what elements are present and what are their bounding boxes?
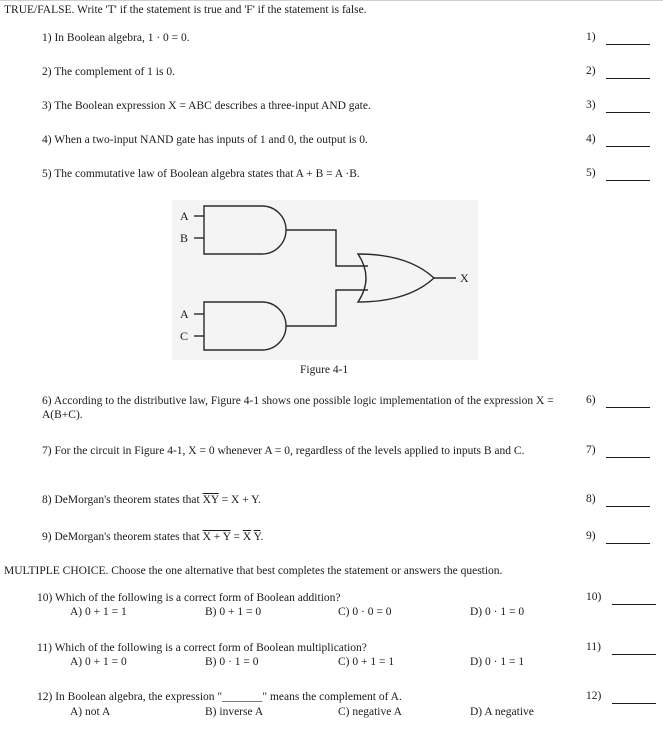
answer-number-8: 8) [586, 493, 596, 505]
label-input-c: C [180, 329, 189, 343]
question-9-equals: = [230, 531, 243, 543]
figure-4-1-circuit [172, 200, 478, 360]
question-2: 2) The complement of 1 is 0. [42, 66, 175, 78]
q10-option-b[interactable]: B) 0 + 1 = 0 [205, 606, 262, 618]
q12-option-d[interactable]: D) A negative [470, 706, 534, 718]
top-rule [0, 0, 663, 1]
answer-blank-4[interactable] [606, 146, 650, 147]
question-9-overline-x: $\overline{X}$ [242, 531, 252, 543]
q12-option-c[interactable]: C) negative A [338, 706, 402, 718]
answer-blank-1[interactable] [606, 44, 650, 45]
answer-number-10: 10) [586, 591, 602, 603]
q10-option-a[interactable]: A) 0 + 1 = 1 [70, 606, 127, 618]
q12-option-b[interactable]: B) inverse A [205, 706, 264, 718]
answer-blank-10[interactable] [612, 604, 656, 605]
q11-option-b[interactable]: B) 0 · 1 = 0 [205, 656, 259, 668]
answer-blank-9[interactable] [606, 543, 650, 544]
answer-number-7: 7) [586, 444, 596, 456]
answer-number-12: 12) [586, 690, 602, 702]
answer-blank-6[interactable] [606, 407, 650, 408]
question-3: 3) The Boolean expression X = ABC describes a three-input AND gate. [42, 100, 371, 112]
question-7: 7) For the circuit in Figure 4-1, X = 0 whenever A = 0, regardless of the levels applied to inputs B and C. [42, 445, 525, 457]
question-9-suffix: . [260, 531, 264, 543]
label-output-x: X [460, 271, 469, 285]
q11-option-c[interactable]: C) 0 + 1 = 1 [338, 656, 395, 668]
answer-blank-11[interactable] [612, 654, 656, 655]
question-6: 6) According to the distributive law, Figure 4-1 shows one possible logic implementation of the expression X = A(B+C). [42, 395, 554, 421]
q11-option-a[interactable]: A) 0 + 1 = 0 [70, 656, 127, 668]
q10-option-d[interactable]: D) 0 · 1 = 0 [470, 606, 525, 618]
question-1: 1) In Boolean algebra, 1 · 0 = 0. [42, 32, 190, 44]
label-input-a2: A [180, 307, 189, 321]
answer-number-2: 2) [586, 65, 596, 77]
answer-blank-8[interactable] [606, 506, 650, 507]
wire-top-to-or [286, 230, 368, 266]
answer-blank-5[interactable] [606, 180, 650, 181]
tf-section-header: TRUE/FALSE. Write 'T' if the statement is true and 'F' if the statement is false. [4, 4, 367, 16]
question-10: 10) Which of the following is a correct form of Boolean addition? [37, 592, 341, 604]
answer-blank-12[interactable] [612, 703, 656, 704]
answer-number-4: 4) [586, 133, 596, 145]
label-input-a1: A [180, 209, 189, 223]
question-5: 5) The commutative law of Boolean algebra states that A + B = A ·B. [42, 168, 360, 180]
answer-number-5: 5) [586, 167, 596, 179]
answer-number-11: 11) [586, 641, 601, 653]
or-gate [358, 254, 434, 302]
answer-blank-3[interactable] [606, 112, 650, 113]
question-9-prefix: 9) DeMorgan's theorem states that [42, 531, 203, 543]
label-input-b: B [180, 231, 189, 245]
question-8-overline-xy: $\overline{XY}$ [202, 494, 219, 506]
question-11: 11) Which of the following is a correct form of Boolean multiplication? [37, 642, 367, 654]
answer-number-6: 6) [586, 394, 596, 406]
answer-number-3: 3) [586, 99, 596, 111]
question-9 [42, 530, 567, 544]
wire-bottom-to-or [286, 290, 368, 326]
answer-number-1: 1) [586, 31, 596, 43]
logic-circuit-diagram [172, 200, 478, 360]
answer-blank-7[interactable] [606, 457, 650, 458]
answer-number-9: 9) [586, 530, 596, 542]
question-8-suffix: = X + Y. [218, 494, 261, 506]
and-gate-bottom [204, 302, 286, 350]
answer-blank-2[interactable] [606, 78, 650, 79]
question-9-overline-sum: X + Y [202, 531, 231, 543]
q11-option-d[interactable]: D) 0 · 1 = 1 [470, 656, 525, 668]
question-8 [42, 493, 567, 507]
mc-section-header: MULTIPLE CHOICE. Choose the one alternative that best completes the statement or answers the question. [4, 565, 503, 577]
figure-caption: Figure 4-1 [300, 364, 349, 376]
q10-option-c[interactable]: C) 0 · 0 = 0 [338, 606, 392, 618]
and-gate-top [204, 206, 286, 254]
q12-option-a[interactable]: A) not A [70, 706, 111, 718]
question-8-prefix: 8) DeMorgan's theorem states that [42, 494, 203, 506]
question-9-overline-y: $\overline{Y}$ [253, 531, 261, 543]
question-12: 12) In Boolean algebra, the expression "_______" means the complement of A. [37, 691, 402, 703]
question-4: 4) When a two-input NAND gate has inputs of 1 and 0, the output is 0. [42, 134, 368, 146]
